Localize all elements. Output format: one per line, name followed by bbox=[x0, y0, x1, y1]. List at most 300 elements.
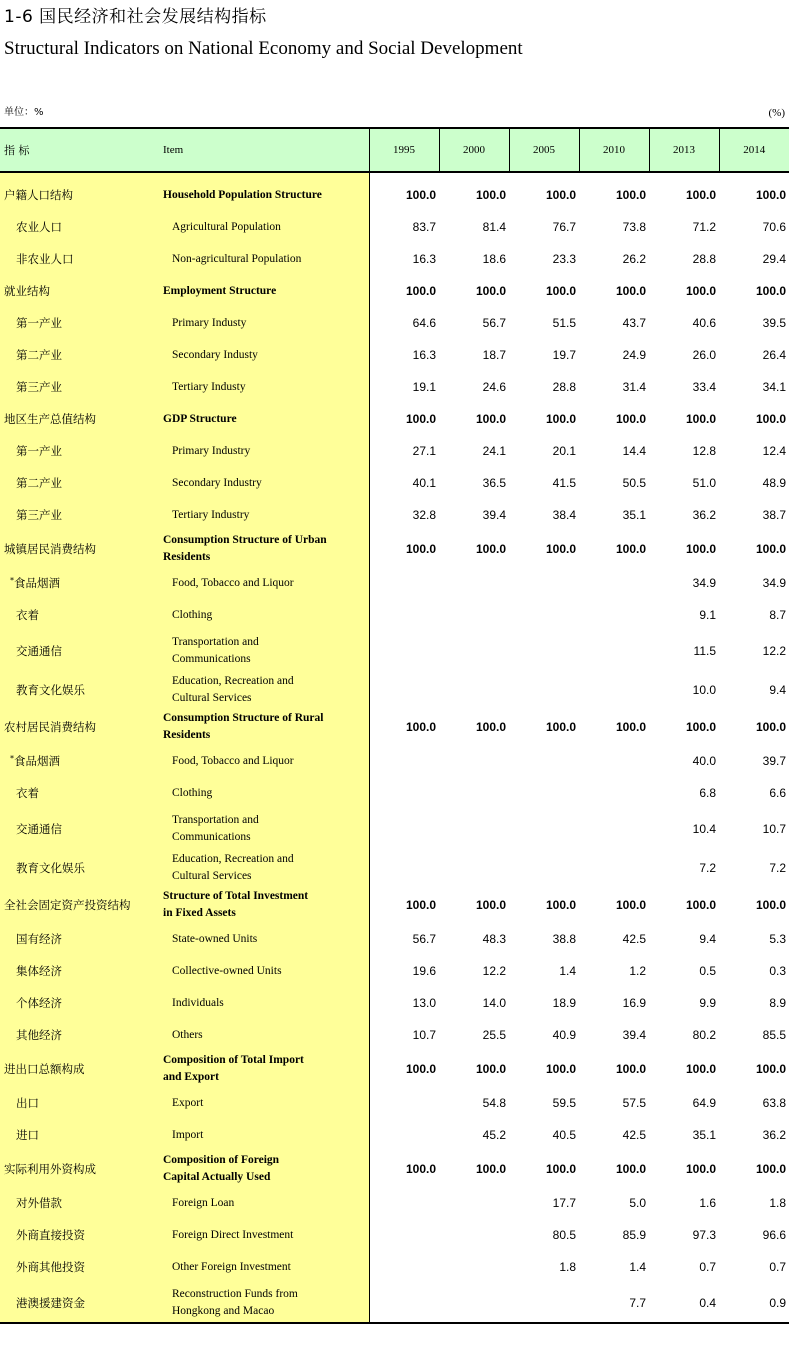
item-en-label: Consumption Structure of Rural Residents bbox=[163, 709, 369, 745]
value-cell: 100.0 bbox=[615, 1162, 646, 1176]
item-cn-cell bbox=[0, 499, 163, 531]
page-title-en: Structural Indicators on National Economy and Social Development bbox=[4, 38, 523, 59]
value-cell: 39.5 bbox=[762, 316, 786, 330]
value-cell: 38.4 bbox=[552, 508, 576, 522]
value-cell bbox=[579, 777, 649, 809]
table-row bbox=[0, 987, 789, 1019]
item-en-label: Household Population Structure bbox=[163, 172, 369, 211]
value-cell: 19.6 bbox=[412, 964, 436, 978]
item-cn-cell bbox=[0, 1283, 163, 1323]
value-cell: 100.0 bbox=[615, 1062, 646, 1076]
value-cell: 5.0 bbox=[629, 1196, 646, 1210]
value-cell: 16.3 bbox=[412, 252, 436, 266]
value-cell: 1.4 bbox=[559, 964, 576, 978]
value-cell: 39.4 bbox=[482, 508, 506, 522]
value-cell: 6.6 bbox=[769, 786, 786, 800]
item-en-label: State-owned Units bbox=[163, 923, 369, 955]
table-row bbox=[0, 1219, 789, 1251]
value-cell bbox=[369, 1187, 439, 1219]
item-cn-cell bbox=[0, 1019, 163, 1051]
value-cell: 100.0 bbox=[405, 898, 436, 912]
table-row-section bbox=[0, 1051, 789, 1087]
header-year: 1995 bbox=[369, 128, 439, 172]
table-header-row bbox=[0, 128, 789, 172]
item-en-label: Primary Industy bbox=[163, 307, 369, 339]
value-cell: 100.0 bbox=[405, 542, 436, 556]
item-cn-label: 农村居民消费结构 bbox=[4, 720, 96, 734]
item-cn-label: 出口 bbox=[16, 1096, 39, 1110]
header-year: 2005 bbox=[509, 128, 579, 172]
value-cell bbox=[439, 1219, 509, 1251]
table-row bbox=[0, 467, 789, 499]
item-cn-label: 衣着 bbox=[16, 608, 39, 622]
item-cn-label: 第二产业 bbox=[16, 476, 62, 490]
item-en-label: Individuals bbox=[163, 987, 369, 1019]
item-cn-label: 第二产业 bbox=[16, 348, 62, 362]
value-cell bbox=[509, 777, 579, 809]
header-year: 2013 bbox=[649, 128, 719, 172]
item-cn-label: 户籍人口结构 bbox=[4, 188, 73, 202]
value-cell: 100.0 bbox=[755, 412, 786, 426]
value-cell: 35.1 bbox=[622, 508, 646, 522]
table-row bbox=[0, 631, 789, 670]
footnote-mark: * bbox=[10, 754, 14, 763]
value-cell: 40.5 bbox=[552, 1128, 576, 1142]
value-cell: 51.5 bbox=[552, 316, 576, 330]
value-cell bbox=[439, 599, 509, 631]
indicator-table bbox=[0, 127, 789, 1324]
value-cell: 38.8 bbox=[552, 932, 576, 946]
value-cell: 27.1 bbox=[412, 444, 436, 458]
value-cell: 100.0 bbox=[475, 188, 506, 202]
value-cell: 11.5 bbox=[693, 643, 716, 658]
value-cell: 0.9 bbox=[719, 1283, 789, 1323]
item-cn-cell bbox=[0, 243, 163, 275]
header-year: 2014 bbox=[719, 128, 789, 172]
value-cell: 48.3 bbox=[482, 932, 506, 946]
value-cell: 7.7 bbox=[579, 1283, 649, 1323]
item-cn-label: 集体经济 bbox=[16, 964, 62, 978]
value-cell: 38.7 bbox=[762, 508, 786, 522]
value-cell: 100.0 bbox=[475, 542, 506, 556]
value-cell bbox=[439, 745, 509, 777]
item-en-label: Other Foreign Investment bbox=[163, 1251, 369, 1283]
item-en-label: Transportation and Communications bbox=[163, 809, 369, 848]
value-cell: 13.0 bbox=[412, 996, 436, 1010]
table-row bbox=[0, 599, 789, 631]
value-cell: 100.0 bbox=[405, 1062, 436, 1076]
table-row bbox=[0, 435, 789, 467]
table-row bbox=[0, 567, 789, 599]
item-en-label: Agricultural Population bbox=[163, 211, 369, 243]
value-cell: 100.0 bbox=[615, 542, 646, 556]
item-cn-label: 地区生产总值结构 bbox=[4, 412, 96, 426]
item-cn-label: 就业结构 bbox=[4, 284, 50, 298]
value-cell: 20.1 bbox=[552, 444, 576, 458]
item-cn-cell bbox=[0, 403, 163, 435]
value-cell: 23.3 bbox=[552, 252, 576, 266]
item-cn-label: 交通通信 bbox=[16, 643, 62, 658]
value-cell bbox=[369, 809, 439, 848]
value-cell: 31.4 bbox=[622, 380, 646, 394]
item-en-label: Primary Industry bbox=[163, 435, 369, 467]
table-row bbox=[0, 745, 789, 777]
value-cell: 64.9 bbox=[692, 1096, 716, 1110]
value-cell: 100.0 bbox=[545, 898, 576, 912]
value-cell: 51.0 bbox=[692, 476, 716, 490]
value-cell: 26.0 bbox=[692, 348, 716, 362]
value-cell: 28.8 bbox=[692, 252, 716, 266]
item-en-label: Collective-owned Units bbox=[163, 955, 369, 987]
table-row bbox=[0, 307, 789, 339]
value-cell: 83.7 bbox=[412, 220, 436, 234]
table-row bbox=[0, 809, 789, 848]
item-cn-cell bbox=[0, 777, 163, 809]
value-cell: 76.7 bbox=[552, 220, 576, 234]
value-cell: 50.5 bbox=[622, 476, 646, 490]
value-cell: 73.8 bbox=[622, 220, 646, 234]
item-cn-cell bbox=[0, 1251, 163, 1283]
item-cn-cell bbox=[0, 339, 163, 371]
value-cell: 100.0 bbox=[405, 720, 436, 734]
value-cell: 100.0 bbox=[755, 284, 786, 298]
item-cn-label: 其他经济 bbox=[16, 1028, 62, 1042]
value-cell: 81.4 bbox=[482, 220, 506, 234]
table-row-section bbox=[0, 887, 789, 923]
value-cell bbox=[369, 1251, 439, 1283]
table-row bbox=[0, 1087, 789, 1119]
value-cell: 36.5 bbox=[482, 476, 506, 490]
table-row bbox=[0, 1187, 789, 1219]
item-cn-cell bbox=[0, 923, 163, 955]
value-cell: 100.0 bbox=[405, 412, 436, 426]
value-cell bbox=[439, 631, 509, 670]
item-cn-cell bbox=[0, 709, 163, 745]
value-cell: 36.2 bbox=[692, 508, 716, 522]
value-cell: 100.0 bbox=[685, 284, 716, 298]
value-cell: 42.5 bbox=[622, 932, 646, 946]
value-cell: 24.6 bbox=[482, 380, 506, 394]
item-cn-cell bbox=[0, 371, 163, 403]
value-cell: 18.6 bbox=[482, 252, 506, 266]
value-cell: 100.0 bbox=[545, 284, 576, 298]
value-cell: 14.4 bbox=[622, 444, 646, 458]
value-cell: 100.0 bbox=[475, 412, 506, 426]
value-cell: 100.0 bbox=[545, 188, 576, 202]
value-cell bbox=[369, 1219, 439, 1251]
item-en-label: Secondary Industry bbox=[163, 467, 369, 499]
item-en-label: Reconstruction Funds from Hongkong and Macao bbox=[163, 1283, 369, 1323]
value-cell: 26.2 bbox=[622, 252, 646, 266]
value-cell: 100.0 bbox=[405, 284, 436, 298]
value-cell: 40.9 bbox=[552, 1028, 576, 1042]
item-cn-cell bbox=[0, 172, 163, 211]
value-cell: 10.7 bbox=[412, 1028, 436, 1042]
value-cell: 10.0 bbox=[692, 682, 716, 697]
item-en-label: Others bbox=[163, 1019, 369, 1051]
value-cell: 100.0 bbox=[475, 898, 506, 912]
value-cell bbox=[439, 848, 509, 887]
item-en-label: Secondary Industy bbox=[163, 339, 369, 371]
item-cn-label: 食品烟酒 bbox=[14, 754, 60, 768]
value-cell: 34.9 bbox=[692, 576, 716, 590]
value-cell bbox=[439, 1187, 509, 1219]
value-cell bbox=[439, 809, 509, 848]
value-cell: 5.3 bbox=[769, 932, 786, 946]
value-cell: 14.0 bbox=[482, 996, 506, 1010]
value-cell: 100.0 bbox=[615, 412, 646, 426]
value-cell: 9.4 bbox=[769, 682, 786, 697]
value-cell: 71.2 bbox=[692, 220, 716, 234]
value-cell: 18.9 bbox=[552, 996, 576, 1010]
item-cn-label: 港澳援建资金 bbox=[16, 1295, 85, 1310]
item-en-label: Clothing bbox=[163, 777, 369, 809]
value-cell: 9.1 bbox=[699, 608, 716, 622]
value-cell bbox=[509, 567, 579, 599]
value-cell bbox=[579, 631, 649, 670]
item-en-label: GDP Structure bbox=[163, 403, 369, 435]
value-cell: 12.8 bbox=[692, 444, 716, 458]
footnote-mark: * bbox=[10, 576, 14, 585]
value-cell: 1.4 bbox=[629, 1260, 646, 1274]
item-cn-label: 食品烟酒 bbox=[14, 576, 60, 590]
value-cell: 54.8 bbox=[482, 1096, 506, 1110]
value-cell: 100.0 bbox=[755, 898, 786, 912]
value-cell: 40.1 bbox=[412, 476, 436, 490]
value-cell: 57.5 bbox=[622, 1096, 646, 1110]
value-cell: 100.0 bbox=[685, 542, 716, 556]
table-row bbox=[0, 1119, 789, 1151]
item-cn-label: 外商其他投资 bbox=[16, 1260, 85, 1274]
item-en-label: Non-agricultural Population bbox=[163, 243, 369, 275]
item-en-label: Export bbox=[163, 1087, 369, 1119]
table-row bbox=[0, 339, 789, 371]
value-cell: 100.0 bbox=[475, 1062, 506, 1076]
item-cn-label: 国有经济 bbox=[16, 932, 62, 946]
value-cell: 100.0 bbox=[545, 1162, 576, 1176]
item-cn-cell bbox=[0, 467, 163, 499]
unit-label-en: (%) bbox=[768, 107, 785, 119]
item-cn-label: 第一产业 bbox=[16, 444, 62, 458]
item-cn-cell bbox=[0, 1119, 163, 1151]
value-cell bbox=[509, 599, 579, 631]
value-cell: 41.5 bbox=[552, 476, 576, 490]
value-cell: 100.0 bbox=[685, 412, 716, 426]
table-row-section bbox=[0, 403, 789, 435]
value-cell bbox=[579, 670, 649, 709]
value-cell: 100.0 bbox=[545, 1062, 576, 1076]
table-row bbox=[0, 848, 789, 887]
table-row-section bbox=[0, 172, 789, 211]
item-cn-cell bbox=[0, 1219, 163, 1251]
value-cell: 56.7 bbox=[482, 316, 506, 330]
value-cell bbox=[369, 599, 439, 631]
value-cell: 56.7 bbox=[412, 932, 436, 946]
item-cn-label: 农业人口 bbox=[16, 220, 62, 234]
value-cell bbox=[439, 670, 509, 709]
item-cn-label: 衣着 bbox=[16, 786, 39, 800]
value-cell bbox=[369, 1119, 439, 1151]
value-cell: 17.7 bbox=[552, 1196, 576, 1210]
item-cn-cell bbox=[0, 809, 163, 848]
value-cell: 85.5 bbox=[762, 1028, 786, 1042]
value-cell: 39.7 bbox=[762, 754, 786, 768]
value-cell: 9.9 bbox=[699, 996, 716, 1010]
value-cell: 100.0 bbox=[615, 720, 646, 734]
value-cell: 0.3 bbox=[769, 964, 786, 978]
value-cell: 33.4 bbox=[692, 380, 716, 394]
table-row bbox=[0, 211, 789, 243]
value-cell: 64.6 bbox=[412, 316, 436, 330]
value-cell: 80.5 bbox=[552, 1228, 576, 1242]
table-row bbox=[0, 243, 789, 275]
value-cell: 34.9 bbox=[762, 576, 786, 590]
item-cn-label: 进出口总额构成 bbox=[4, 1062, 85, 1076]
value-cell: 10.4 bbox=[692, 821, 716, 836]
item-en-label: Structure of Total Investment in Fixed Assets bbox=[163, 887, 369, 923]
table-row bbox=[0, 1251, 789, 1283]
unit-label-cn: 单位：% bbox=[4, 107, 44, 118]
item-cn-cell bbox=[0, 275, 163, 307]
value-cell bbox=[369, 1283, 439, 1323]
value-cell: 40.6 bbox=[692, 316, 716, 330]
value-cell bbox=[509, 670, 579, 709]
item-en-label: Employment Structure bbox=[163, 275, 369, 307]
value-cell: 100.0 bbox=[755, 720, 786, 734]
item-cn-label: 进口 bbox=[16, 1128, 39, 1142]
value-cell: 97.3 bbox=[692, 1228, 716, 1242]
value-cell: 0.7 bbox=[769, 1260, 786, 1274]
value-cell: 9.4 bbox=[699, 932, 716, 946]
value-cell: 80.2 bbox=[692, 1028, 716, 1042]
value-cell: 100.0 bbox=[405, 188, 436, 202]
value-cell bbox=[509, 1283, 579, 1323]
header-item-cn: 指 标 bbox=[0, 128, 163, 172]
table-row bbox=[0, 777, 789, 809]
item-cn-label: 全社会固定资产投资结构 bbox=[4, 898, 131, 912]
value-cell: 6.8 bbox=[699, 786, 716, 800]
value-cell: 100.0 bbox=[685, 1162, 716, 1176]
value-cell: 45.2 bbox=[482, 1128, 506, 1142]
value-cell: 100.0 bbox=[615, 898, 646, 912]
value-cell: 1.2 bbox=[629, 964, 646, 978]
value-cell: 0.4 bbox=[649, 1283, 719, 1323]
value-cell bbox=[509, 848, 579, 887]
header-item-en: Item bbox=[163, 128, 369, 172]
value-cell: 43.7 bbox=[622, 316, 646, 330]
value-cell bbox=[369, 670, 439, 709]
item-cn-label: 非农业人口 bbox=[16, 252, 74, 266]
item-cn-cell bbox=[0, 987, 163, 1019]
value-cell: 0.7 bbox=[699, 1260, 716, 1274]
value-cell: 100.0 bbox=[755, 188, 786, 202]
item-en-label: Education, Recreation and Cultural Services bbox=[163, 848, 369, 887]
item-cn-label: 对外借款 bbox=[16, 1196, 62, 1210]
item-cn-label: 第三产业 bbox=[16, 380, 62, 394]
item-cn-cell bbox=[0, 887, 163, 923]
item-en-label: Tertiary Industry bbox=[163, 499, 369, 531]
value-cell: 59.5 bbox=[552, 1096, 576, 1110]
value-cell: 96.6 bbox=[762, 1228, 786, 1242]
table-row-section bbox=[0, 275, 789, 307]
item-cn-cell bbox=[0, 1151, 163, 1187]
item-cn-cell bbox=[0, 670, 163, 709]
value-cell: 36.2 bbox=[762, 1128, 786, 1142]
item-en-label: Transportation and Communications bbox=[163, 631, 369, 670]
value-cell: 42.5 bbox=[622, 1128, 646, 1142]
item-en-label: Import bbox=[163, 1119, 369, 1151]
item-en-label: Consumption Structure of Urban Residents bbox=[163, 531, 369, 567]
item-cn-label: 个体经济 bbox=[16, 996, 62, 1010]
value-cell: 7.2 bbox=[769, 860, 786, 875]
value-cell bbox=[579, 745, 649, 777]
value-cell: 1.6 bbox=[699, 1196, 716, 1210]
value-cell: 100.0 bbox=[755, 1062, 786, 1076]
value-cell bbox=[509, 745, 579, 777]
value-cell: 25.5 bbox=[482, 1028, 506, 1042]
value-cell: 32.8 bbox=[412, 508, 436, 522]
value-cell: 16.3 bbox=[412, 348, 436, 362]
value-cell bbox=[509, 809, 579, 848]
value-cell: 40.0 bbox=[692, 754, 716, 768]
item-cn-label: 交通通信 bbox=[16, 821, 62, 836]
table-row bbox=[0, 955, 789, 987]
item-cn-cell bbox=[0, 1187, 163, 1219]
value-cell bbox=[579, 809, 649, 848]
item-cn-cell bbox=[0, 631, 163, 670]
item-cn-label: 教育文化娱乐 bbox=[16, 682, 85, 697]
value-cell: 100.0 bbox=[475, 284, 506, 298]
table-row-section bbox=[0, 531, 789, 567]
value-cell: 100.0 bbox=[615, 284, 646, 298]
value-cell: 26.4 bbox=[762, 348, 786, 362]
value-cell: 100.0 bbox=[475, 1162, 506, 1176]
item-en-label: Food, Tobacco and Liquor bbox=[163, 745, 369, 777]
item-cn-label: 教育文化娱乐 bbox=[16, 860, 85, 875]
table-row bbox=[0, 1019, 789, 1051]
value-cell: 19.1 bbox=[412, 380, 436, 394]
item-cn-cell bbox=[0, 1087, 163, 1119]
value-cell: 8.9 bbox=[769, 996, 786, 1010]
value-cell: 28.8 bbox=[552, 380, 576, 394]
value-cell: 12.2 bbox=[482, 964, 506, 978]
value-cell bbox=[369, 848, 439, 887]
item-cn-cell bbox=[0, 567, 163, 599]
value-cell: 12.4 bbox=[762, 444, 786, 458]
value-cell: 8.7 bbox=[769, 608, 786, 622]
item-cn-cell bbox=[0, 745, 163, 777]
header-year: 2010 bbox=[579, 128, 649, 172]
value-cell bbox=[579, 599, 649, 631]
value-cell: 18.7 bbox=[482, 348, 506, 362]
value-cell: 10.7 bbox=[762, 821, 786, 836]
value-cell: 63.8 bbox=[762, 1096, 786, 1110]
value-cell: 29.4 bbox=[762, 252, 786, 266]
value-cell bbox=[369, 567, 439, 599]
value-cell: 7.2 bbox=[699, 860, 716, 875]
table-row bbox=[0, 923, 789, 955]
value-cell: 24.9 bbox=[622, 348, 646, 362]
value-cell: 16.9 bbox=[622, 996, 646, 1010]
item-cn-cell bbox=[0, 531, 163, 567]
value-cell bbox=[579, 848, 649, 887]
item-cn-label: 第一产业 bbox=[16, 316, 62, 330]
item-cn-label: 第三产业 bbox=[16, 508, 62, 522]
value-cell: 1.8 bbox=[769, 1196, 786, 1210]
item-cn-cell bbox=[0, 848, 163, 887]
table-row bbox=[0, 670, 789, 709]
value-cell bbox=[439, 1283, 509, 1323]
